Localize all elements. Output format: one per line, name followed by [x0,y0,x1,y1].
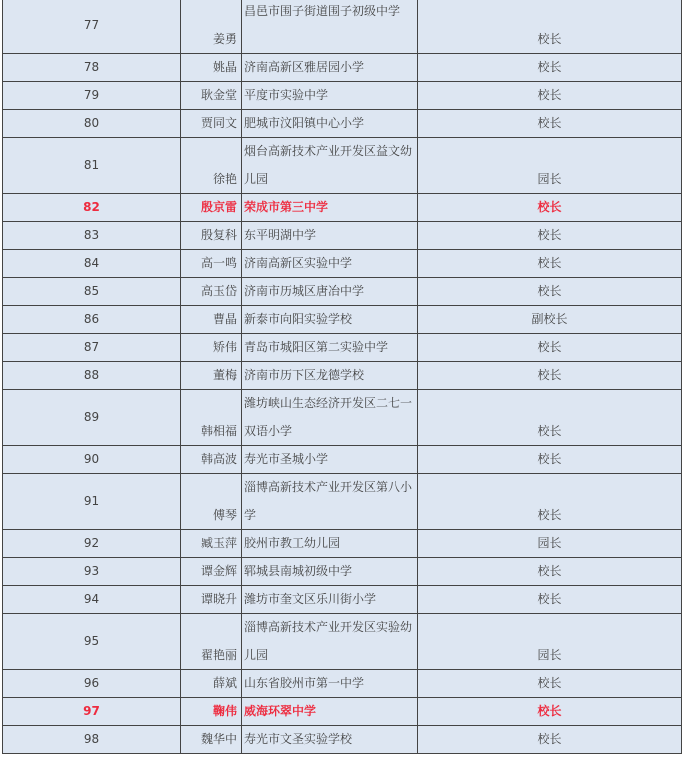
position-title: 校长 [418,250,682,278]
row-number: 96 [3,670,181,698]
school-name: 淄博高新技术产业开发区实验幼儿园 [242,614,418,670]
table-row [3,474,682,530]
position-title: 校长 [418,558,682,586]
row-number: 95 [3,614,181,670]
table-row [3,614,682,670]
table-row [3,306,682,334]
row-number: 82 [3,194,181,222]
table-row [3,362,682,390]
school-name: 新泰市向阳实验学校 [242,306,418,334]
row-number: 87 [3,334,181,362]
row-number: 92 [3,530,181,558]
position-title: 校长 [418,474,682,530]
school-name: 寿光市文圣实验学校 [242,726,418,754]
school-name: 昌邑市围子街道围子初级中学 [242,0,418,54]
position-title: 校长 [418,82,682,110]
row-number: 80 [3,110,181,138]
row-number: 93 [3,558,181,586]
position-title: 园长 [418,614,682,670]
school-name: 平度市实验中学 [242,82,418,110]
person-name: 曹晶 [181,306,242,334]
school-name: 烟台高新技术产业开发区益文幼儿园 [242,138,418,194]
row-number: 84 [3,250,181,278]
table-row [3,446,682,474]
person-name: 殷复科 [181,222,242,250]
row-number: 94 [3,586,181,614]
school-name: 济南市历下区龙德学校 [242,362,418,390]
table-row [3,82,682,110]
position-title: 校长 [418,278,682,306]
person-name: 耿金堂 [181,82,242,110]
school-name: 寿光市圣城小学 [242,446,418,474]
position-title: 园长 [418,530,682,558]
table-row [3,54,682,82]
row-number: 81 [3,138,181,194]
table-row [3,670,682,698]
position-title: 校长 [418,698,682,726]
school-name: 山东省胶州市第一中学 [242,670,418,698]
position-title: 校长 [418,446,682,474]
person-name: 殷京雷 [181,194,242,222]
person-name: 傅琴 [181,474,242,530]
person-name: 贾同文 [181,110,242,138]
row-number: 89 [3,390,181,446]
school-name: 东平明湖中学 [242,222,418,250]
position-title: 校长 [418,54,682,82]
row-number: 88 [3,362,181,390]
school-name: 潍坊峡山生态经济开发区二七一双语小学 [242,390,418,446]
table-row [3,0,682,54]
person-name: 韩高波 [181,446,242,474]
row-number: 83 [3,222,181,250]
row-number: 85 [3,278,181,306]
person-name: 翟艳丽 [181,614,242,670]
school-name: 威海环翠中学 [242,698,418,726]
person-name: 高一鸣 [181,250,242,278]
row-number: 97 [3,698,181,726]
person-name: 谭晓升 [181,586,242,614]
position-title: 校长 [418,670,682,698]
person-name: 姜勇 [181,0,242,54]
position-title: 校长 [418,726,682,754]
school-name: 济南高新区实验中学 [242,250,418,278]
school-name: 胶州市教工幼儿园 [242,530,418,558]
table-row [3,334,682,362]
table-row [3,390,682,446]
person-name: 高玉岱 [181,278,242,306]
school-name: 济南市历城区唐冶中学 [242,278,418,306]
person-name: 臧玉萍 [181,530,242,558]
school-name: 济南高新区雅居园小学 [242,54,418,82]
position-title: 园长 [418,138,682,194]
school-name: 荣成市第三中学 [242,194,418,222]
row-number: 91 [3,474,181,530]
principal-list-table [2,0,682,754]
table-row [3,110,682,138]
table-row [3,194,682,222]
position-title: 校长 [418,222,682,250]
position-title: 校长 [418,586,682,614]
position-title: 校长 [418,362,682,390]
person-name: 董梅 [181,362,242,390]
position-title: 副校长 [418,306,682,334]
person-name: 姚晶 [181,54,242,82]
table-row [3,138,682,194]
row-number: 98 [3,726,181,754]
table-row [3,530,682,558]
table-row [3,698,682,726]
person-name: 薛斌 [181,670,242,698]
person-name: 鞠伟 [181,698,242,726]
position-title: 校长 [418,110,682,138]
school-name: 郓城县南城初级中学 [242,558,418,586]
school-name: 肥城市汶阳镇中心小学 [242,110,418,138]
person-name: 徐艳 [181,138,242,194]
table-body [3,0,682,754]
person-name: 谭金辉 [181,558,242,586]
row-number: 78 [3,54,181,82]
position-title: 校长 [418,0,682,54]
table-row [3,222,682,250]
person-name: 魏华中 [181,726,242,754]
person-name: 韩相福 [181,390,242,446]
row-number: 77 [3,0,181,54]
position-title: 校长 [418,390,682,446]
school-name: 潍坊市奎文区乐川街小学 [242,586,418,614]
row-number: 90 [3,446,181,474]
table-row [3,558,682,586]
table-row [3,726,682,754]
table-row [3,278,682,306]
position-title: 校长 [418,194,682,222]
school-name: 淄博高新技术产业开发区第八小学 [242,474,418,530]
person-name: 矫伟 [181,334,242,362]
table-row [3,586,682,614]
row-number: 86 [3,306,181,334]
table-row [3,250,682,278]
row-number: 79 [3,82,181,110]
school-name: 青岛市城阳区第二实验中学 [242,334,418,362]
position-title: 校长 [418,334,682,362]
